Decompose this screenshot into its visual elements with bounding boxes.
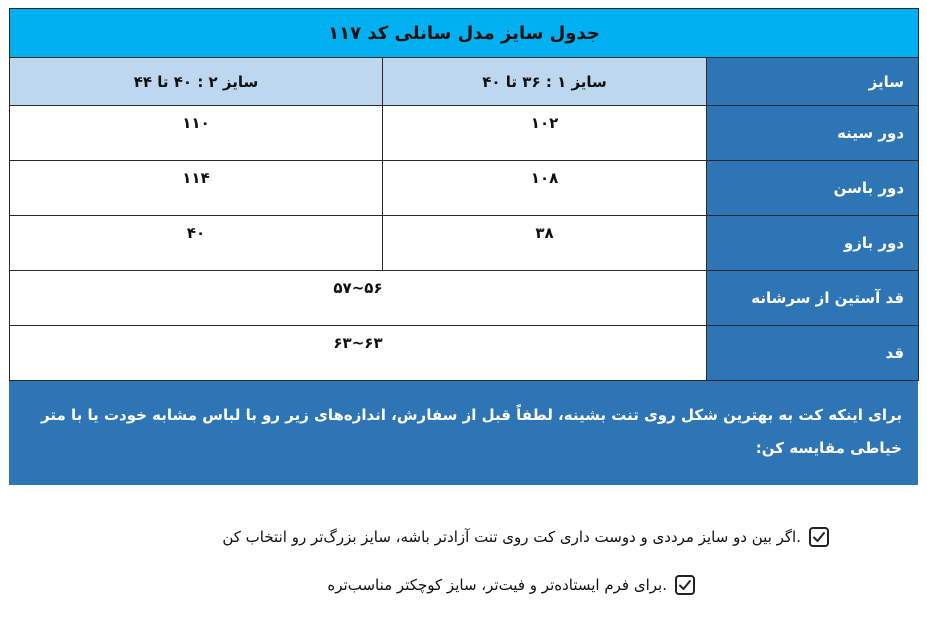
- row-value-size-2: ۱۱۰: [10, 106, 383, 161]
- table-row: [10, 106, 919, 161]
- table-row: [10, 271, 919, 326]
- check-box-icon: [809, 527, 829, 547]
- note-line-2: خیاطی مقایسه کن:: [755, 439, 902, 457]
- table-row: [10, 216, 919, 271]
- row-value-merged: ۶۳~۶۳: [10, 326, 707, 381]
- tip-item: [327, 575, 695, 595]
- table-title-row: [10, 9, 919, 58]
- row-value-size-2: ۴۰: [10, 216, 383, 271]
- table-title: جدول سایز مدل سانلی کد ۱۱۷: [10, 9, 919, 58]
- row-label: قد آستین از سرشانه: [707, 271, 919, 326]
- row-value-size-1: ۱۰۸: [383, 161, 707, 216]
- header-size-2: سایز ۲ : ۴۰ تا ۴۴: [10, 58, 383, 106]
- header-size-1: سایز ۱ : ۳۶ تا ۴۰: [383, 58, 707, 106]
- row-label: دور باسن: [707, 161, 919, 216]
- row-label: دور بازو: [707, 216, 919, 271]
- check-box-icon: [675, 575, 695, 595]
- row-value-size-1: ۱۰۲: [383, 106, 707, 161]
- tip-item: [222, 527, 829, 547]
- row-label: دور سینه: [707, 106, 919, 161]
- row-value-size-2: ۱۱۴: [10, 161, 383, 216]
- tip-text: .برای فرم ایستاده‌تر و فیت‌تر، سایز کوچکتر مناسب‌تره: [327, 576, 667, 594]
- row-value-size-1: ۳۸: [383, 216, 707, 271]
- table-row: [10, 326, 919, 381]
- header-label: سایز: [707, 58, 919, 106]
- row-value-merged: ۵۶~۵۷: [10, 271, 707, 326]
- table-row: [10, 161, 919, 216]
- measurement-note: [9, 381, 918, 485]
- note-line-1: برای اینکه کت به بهترین شکل روی تنت بشینه، لطفاً قبل از سفارش، اندازه‌های زیر رو با لباس مشابه خودت یا با متر: [41, 406, 902, 424]
- tip-text: .اگر بین دو سایز مرددی و دوست داری کت روی تنت آزادتر باشه، سایز بزرگ‌تر رو انتخاب کن: [222, 528, 801, 546]
- size-table: [9, 8, 919, 381]
- table-header-row: [10, 58, 919, 106]
- row-label: قد: [707, 326, 919, 381]
